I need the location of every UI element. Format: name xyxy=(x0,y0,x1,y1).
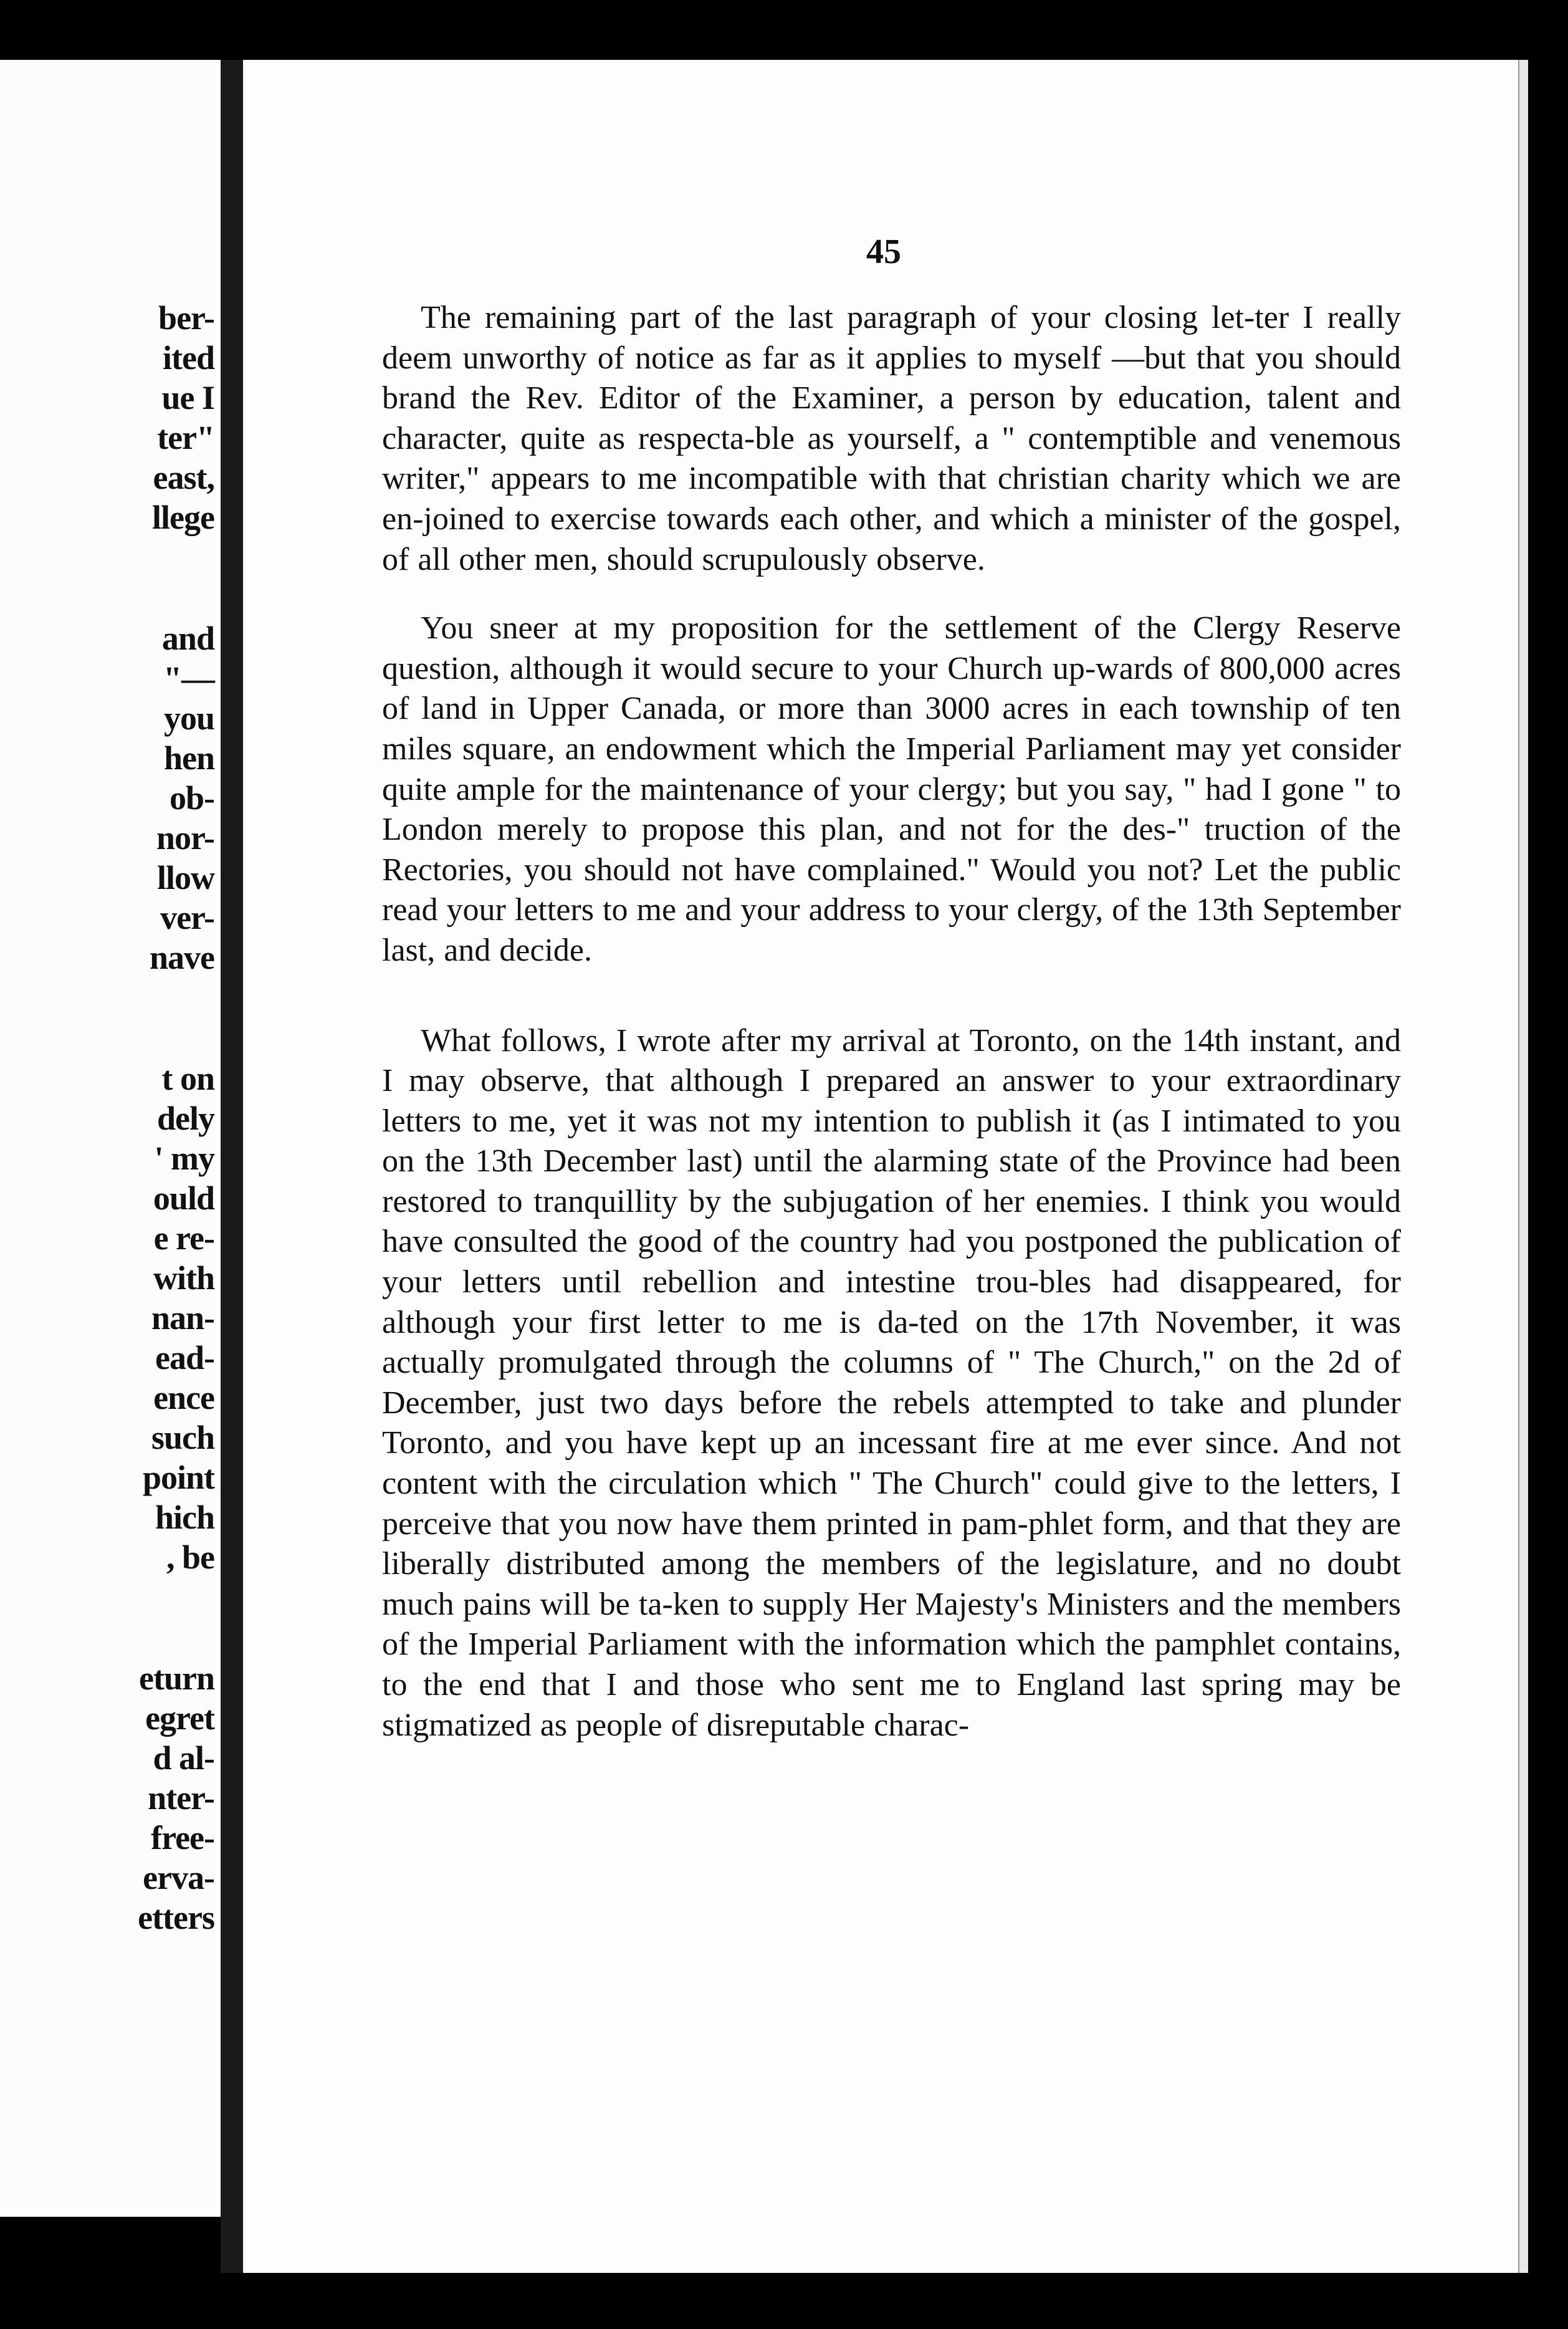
left-page-fragment: ence xyxy=(153,1379,214,1416)
left-page-fragment: , be xyxy=(166,1539,214,1576)
left-page-fragment: ver- xyxy=(160,899,214,936)
left-page-fragment: hen xyxy=(163,739,214,777)
book-spine xyxy=(221,60,243,2273)
left-page-fragment: "— xyxy=(163,660,214,697)
right-page xyxy=(243,60,1518,2273)
left-page-fragment: eturn xyxy=(139,1659,214,1697)
left-page-fragment: e re- xyxy=(153,1219,214,1257)
paragraph: The remaining part of the last paragraph of your closing let-ter I really deem unworthy of notice as far as it applies to myself —but that you should brand the Rev. Editor of the Examiner, a person by education, talent and character, quite as respecta-ble as yourself, a " contemptible and venemous writer," appears to me incompatible with that christian charity which we are en-joined to exercise towards each other, and which a minister of the gospel, of all other men, should scrupulously observe. xyxy=(382,300,1401,577)
left-page-fragment: you xyxy=(163,699,214,737)
left-page-fragment: nan- xyxy=(151,1299,214,1337)
left-page-fragment: t on xyxy=(161,1060,214,1097)
left-page-fragment: ited xyxy=(163,339,214,377)
left-page-fragment: etters xyxy=(138,1899,214,1936)
paragraph: You sneer at my proposition for the settlement of the Clergy Reserve question, although it would secure to your Church up-wards of 800,000 acres of land in Upper Canada, or more than 3000 acres in each township of ten miles square, an endowment which the Imperial Parliament may yet consider quite ample for the maintenance of your clergy; but you say, " had I gone " to London merely to propose this plan, and not for the des-" truction of the Rectories, you should not have complained." Would you not? Let the public read your letters to me and your address to your clergy, of the 13th September last, and decide. xyxy=(382,610,1401,968)
left-page-fragment: ber- xyxy=(158,299,214,337)
left-page-fragment: point xyxy=(142,1459,214,1496)
left-page-fragment: dely xyxy=(156,1100,214,1137)
page-edge xyxy=(1518,60,1528,2273)
left-page-fragment: with xyxy=(153,1259,214,1297)
left-page-fragment: ould xyxy=(153,1179,214,1217)
left-page-fragment: east, xyxy=(153,459,214,496)
body-text xyxy=(382,298,1401,1746)
left-page-fragment: nter- xyxy=(148,1779,214,1817)
left-page-fragment: ead- xyxy=(155,1339,214,1376)
left-page-fragment: nave xyxy=(150,939,214,976)
left-page xyxy=(0,60,221,2217)
left-page-fragment: ue I xyxy=(161,379,214,416)
left-page-fragment: ' my xyxy=(154,1140,214,1177)
left-page-fragment: d al- xyxy=(153,1739,214,1777)
left-page-fragment: such xyxy=(151,1419,214,1456)
left-page-fragment: llege xyxy=(152,499,214,536)
left-page-fragment: and xyxy=(161,620,214,657)
left-page-fragment: ter" xyxy=(157,419,214,456)
left-page-fragment: ob- xyxy=(169,779,214,817)
left-page-fragment: hich xyxy=(155,1499,214,1536)
left-page-fragment: erva- xyxy=(143,1859,214,1896)
left-page-fragment: llow xyxy=(156,859,214,896)
left-page-fragment: free- xyxy=(151,1819,214,1856)
page-number: 45 xyxy=(866,233,901,271)
left-page-fragment: nor- xyxy=(156,819,214,857)
left-page-fragment: egret xyxy=(145,1699,214,1737)
paragraph: What follows, I wrote after my arrival at Toronto, on the 14th instant, and I may observe, that although I prepared an answer to your extraordinary letters to me, yet it was not my intention to publish it (as I intimated to you on the 13th December last) until the alarming state of the Province had been restored to tranquillity by the subjugation of her enemies. I think you would have consulted the good of the country had you postponed the publication of your letters until rebellion and intestine trou-bles had disappeared, for although your first letter to me is da-ted on the 17th November, it was actually promulgated through the columns of " The Church," on the 2d of December, just two days before the rebels attempted to take and plunder Toronto, and you have kept up an incessant fire at me ever since. And not content with the circulation which " The Church" could give to the letters, I perceive that you now have them printed in pam-phlet form, and that they are liberally distributed among the members of the legislature, and no doubt much pains will be ta-ken to supply Her Majesty's Ministers and the members of the Imperial Parliament with the information which the pamphlet contains, to the end that I and those who sent me to England last spring may be stigmatized as people of disreputable charac- xyxy=(382,1022,1401,1743)
